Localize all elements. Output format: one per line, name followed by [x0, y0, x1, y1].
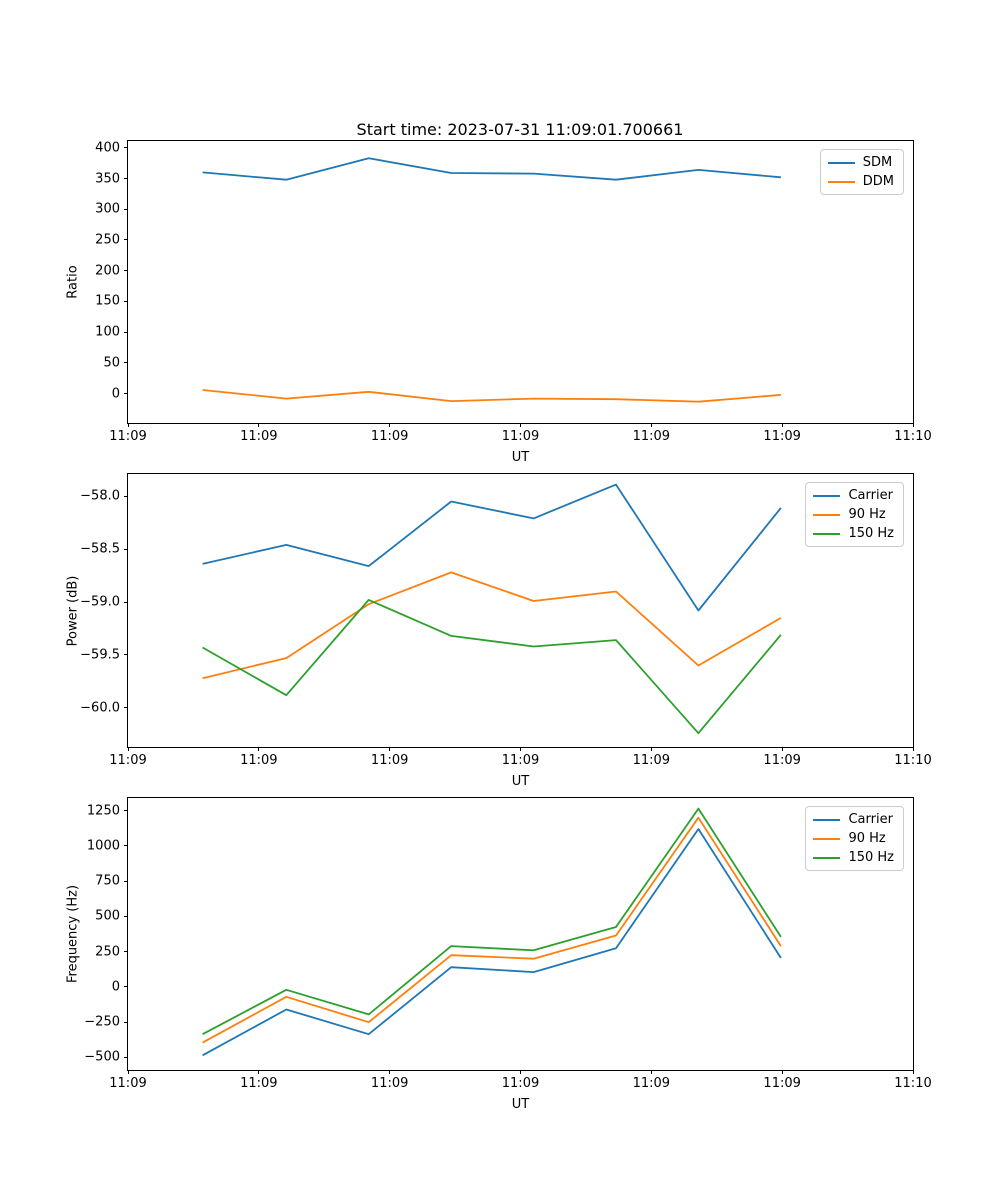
x-tick [651, 1070, 652, 1074]
x-tick [128, 423, 129, 427]
series-line-carrier [203, 485, 781, 611]
y-tick [124, 549, 128, 550]
x-tick [913, 423, 914, 427]
x-tick [520, 747, 521, 751]
y-tick-label: 250 [95, 232, 120, 248]
y-tick-label: 0 [111, 979, 120, 995]
x-tick-label: 11:09 [370, 1076, 409, 1091]
x-tick-label: 11:09 [632, 429, 671, 444]
x-axis-label: UT [511, 450, 530, 465]
y-tick [124, 301, 128, 302]
y-axis-label: Frequency (Hz) [65, 884, 81, 984]
x-axis-label: UT [511, 1097, 530, 1112]
x-tick-label: 11:09 [763, 753, 801, 768]
legend [820, 149, 904, 195]
series-line-sdm [203, 158, 781, 180]
x-tick-label: 11:09 [109, 1076, 147, 1091]
legend [805, 482, 904, 547]
series-line-90-hz [203, 572, 781, 678]
y-tick-label: −250 [84, 1014, 120, 1030]
y-tick [124, 393, 128, 394]
legend-entry-carrier [813, 488, 894, 503]
y-axis-label: Power (dB) [65, 575, 81, 646]
x-tick [389, 747, 390, 751]
y-tick [124, 707, 128, 708]
legend-label: 150 Hz [848, 526, 894, 541]
y-tick-label: −58.0 [80, 488, 120, 504]
y-tick-label: 350 [95, 171, 120, 186]
legend-label: 150 Hz [848, 850, 894, 865]
y-tick [124, 810, 128, 811]
legend-entry-150-hz [813, 526, 894, 541]
axes-frequency [65, 797, 932, 1112]
x-tick [913, 1070, 914, 1074]
x-tick-label: 11:10 [894, 1076, 932, 1091]
x-tick-label: 11:09 [240, 1076, 278, 1091]
legend-entry-150-hz [813, 850, 894, 865]
y-tick [124, 496, 128, 497]
y-tick [124, 178, 128, 179]
x-tick-label: 11:09 [632, 753, 671, 768]
legend-line-swatch [813, 514, 840, 516]
legend-line-swatch [813, 495, 840, 497]
y-tick-label: 100 [95, 324, 120, 340]
y-tick [124, 986, 128, 987]
y-tick [124, 602, 128, 603]
x-tick [128, 1070, 129, 1074]
series-line-150-hz [203, 809, 781, 1035]
y-tick-label: 0 [111, 386, 120, 402]
series-line-ddm [203, 390, 781, 402]
x-tick-label: 11:09 [501, 1076, 540, 1091]
legend-entry-90-hz [813, 507, 894, 522]
x-tick [913, 747, 914, 751]
figure-title: Start time: 2023-07-31 11:09:01.700661 [356, 120, 684, 139]
x-tick-label: 11:10 [894, 429, 932, 444]
legend-entry-90-hz [813, 831, 894, 846]
y-tick [124, 332, 128, 333]
y-tick [124, 147, 128, 148]
y-tick [124, 1057, 128, 1058]
x-tick [782, 747, 783, 751]
x-axis-label: UT [511, 774, 530, 789]
legend-line-swatch [828, 162, 855, 164]
y-tick-label: 200 [95, 263, 120, 279]
legend [805, 806, 904, 871]
y-tick-label: 750 [95, 873, 120, 889]
legend-line-swatch [828, 181, 855, 183]
legend-label: Carrier [848, 488, 893, 503]
y-tick-label: −60.0 [80, 700, 120, 716]
x-tick [651, 423, 652, 427]
x-tick [258, 1070, 259, 1074]
series-line-carrier [203, 829, 781, 1055]
x-tick-label: 11:09 [109, 753, 147, 768]
x-tick [520, 423, 521, 427]
x-tick-label: 11:09 [501, 429, 540, 444]
y-tick [124, 845, 128, 846]
x-tick [520, 1070, 521, 1074]
legend-line-swatch [813, 819, 840, 821]
y-tick-label: 400 [95, 140, 120, 156]
x-tick-label: 11:09 [501, 753, 540, 768]
x-tick [389, 1070, 390, 1074]
y-tick-label: −59.0 [80, 594, 120, 610]
y-tick [124, 209, 128, 210]
y-tick-label: 50 [103, 355, 120, 371]
x-tick [258, 423, 259, 427]
x-tick-label: 11:09 [240, 429, 278, 444]
x-tick-label: 11:10 [894, 753, 932, 768]
x-tick-label: 11:09 [370, 429, 409, 444]
x-tick-label: 11:09 [109, 429, 147, 444]
legend-label: SDM [862, 155, 893, 170]
legend-line-swatch [813, 533, 840, 535]
y-tick [124, 881, 128, 882]
x-tick [782, 423, 783, 427]
y-tick [124, 270, 128, 271]
x-tick [651, 747, 652, 751]
legend-label: Carrier [848, 812, 893, 827]
plot-area-ratio [128, 141, 913, 423]
plot-area-power [128, 474, 913, 747]
y-tick-label: 1250 [86, 803, 120, 819]
y-tick-label: 150 [95, 293, 120, 309]
axes-power [65, 473, 932, 789]
x-tick-label: 11:09 [370, 753, 409, 768]
series-line-90-hz [203, 818, 781, 1043]
y-tick [124, 239, 128, 240]
y-tick-label: −58.5 [80, 541, 120, 557]
y-tick [124, 362, 128, 363]
legend-line-swatch [813, 857, 840, 859]
legend-entry-carrier [813, 812, 894, 827]
x-tick [389, 423, 390, 427]
x-tick [258, 747, 259, 751]
x-tick-label: 11:09 [763, 1076, 801, 1091]
y-tick [124, 654, 128, 655]
legend-entry-sdm [828, 155, 894, 170]
legend-label: DDM [862, 174, 894, 189]
y-tick-label: 300 [95, 201, 120, 217]
legend-entry-ddm [828, 174, 894, 189]
y-tick-label: −500 [84, 1049, 120, 1065]
x-tick-label: 11:09 [632, 1076, 671, 1091]
y-tick-label: 250 [95, 944, 120, 960]
y-tick-label: 1000 [86, 838, 120, 854]
y-tick-label: −59.5 [80, 647, 120, 663]
legend-label: 90 Hz [848, 831, 886, 846]
x-tick [128, 747, 129, 751]
x-tick-label: 11:09 [763, 429, 801, 444]
y-tick-label: 500 [95, 908, 120, 924]
plot-area-frequency [128, 798, 913, 1070]
x-tick [782, 1070, 783, 1074]
series-line-150-hz [203, 600, 781, 733]
axes-ratio [65, 140, 932, 465]
y-tick [124, 951, 128, 952]
y-tick [124, 1022, 128, 1023]
x-tick-label: 11:09 [240, 753, 278, 768]
legend-label: 90 Hz [848, 507, 886, 522]
y-axis-label: Ratio [65, 265, 81, 299]
y-tick [124, 916, 128, 917]
legend-line-swatch [813, 838, 840, 840]
